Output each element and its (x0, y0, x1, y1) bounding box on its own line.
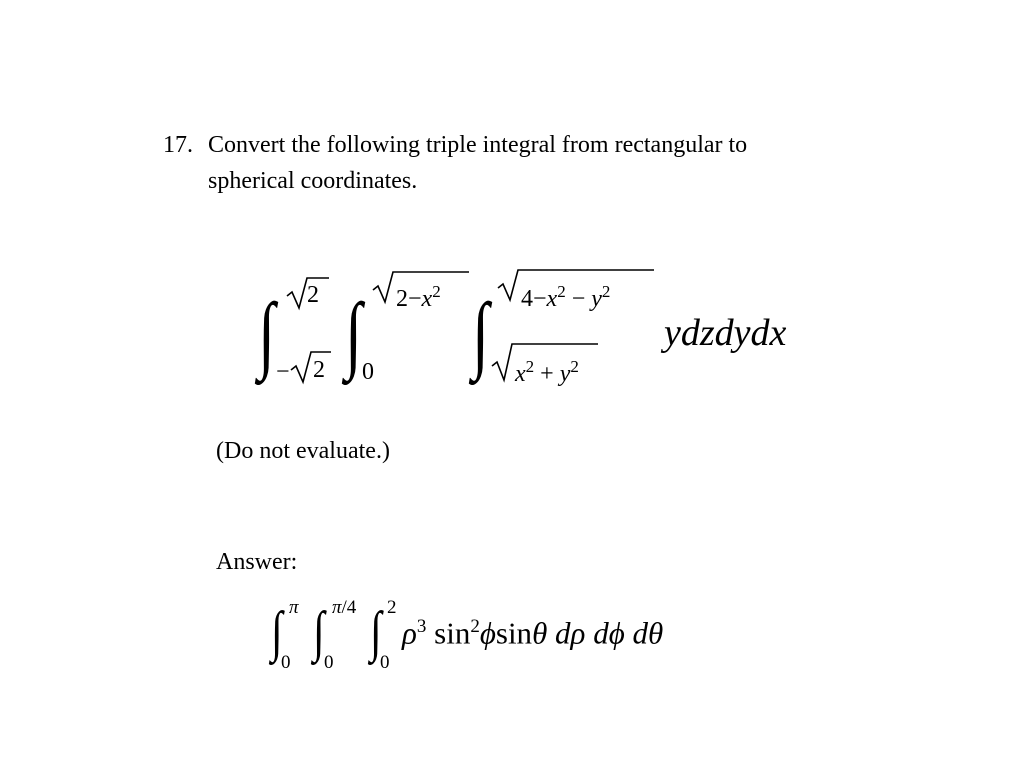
inner-upper-limit (521, 283, 610, 311)
inner-upper-exp2: 2 (601, 282, 611, 301)
integrand: ydzdydx (664, 312, 787, 354)
sin-function-2: sin (495, 615, 533, 651)
d-phi-symbol: ϕ (608, 615, 625, 651)
d-theta-d: d (632, 615, 648, 651)
phi-symbol: ϕ (479, 615, 496, 651)
outer-lower-limit: 2 (313, 357, 325, 383)
d-phi-d: d (593, 615, 609, 651)
answer-label: Answer: (216, 549, 298, 575)
middle-upper-var: x (421, 286, 433, 312)
answer-middle-upper-rest: /4 (341, 597, 357, 618)
answer-middle-integral-sign: ∫ (313, 601, 325, 663)
answer-integrand (402, 615, 664, 651)
outer-integral-sign: ∫ (258, 285, 275, 381)
d-rho-d: d (555, 615, 571, 651)
d-theta-symbol: θ (647, 615, 664, 651)
answer-inner-integral-sign: ∫ (370, 601, 382, 663)
rho-symbol: ρ (402, 615, 417, 651)
inner-upper-exp1: 2 (557, 282, 566, 301)
rho-exponent: 3 (416, 616, 427, 637)
sin-function: sin (434, 615, 471, 651)
d-rho-symbol: ρ (570, 615, 586, 651)
outer-upper-limit: 2 (307, 282, 319, 308)
inner-lower-y: y (559, 361, 571, 387)
answer-outer-upper: π (289, 597, 299, 618)
problem-text-line-2: spherical coordinates. (208, 168, 418, 194)
inner-lower-exp1: 2 (525, 357, 535, 376)
inner-upper-b: − (565, 286, 592, 312)
answer-middle-upper (332, 598, 356, 617)
answer-outer-lower: 0 (281, 652, 291, 673)
note-text: (Do not evaluate.) (216, 438, 390, 464)
middle-lower-limit: 0 (362, 359, 374, 385)
outer-lower-sign: − (276, 359, 290, 385)
problem-text-line-1: Convert the following triple integral from rectangular to (208, 132, 748, 158)
sin-exponent: 2 (470, 616, 480, 637)
inner-integral-sign: ∫ (472, 285, 489, 381)
answer-middle-upper-pi: π (332, 597, 342, 618)
inner-upper-x: x (546, 286, 558, 312)
inner-lower-limit (515, 358, 579, 386)
answer-middle-lower: 0 (324, 652, 334, 673)
middle-upper-exp: 2 (432, 282, 441, 301)
problem-number: 17. (163, 132, 193, 158)
middle-integral-sign: ∫ (345, 285, 362, 381)
answer-inner-upper: 2 (387, 597, 397, 618)
theta-symbol: θ (532, 615, 548, 651)
inner-upper-a: 4− (521, 286, 547, 312)
inner-lower-plus: + (534, 361, 560, 387)
inner-lower-exp2: 2 (570, 357, 579, 376)
answer-inner-lower: 0 (380, 652, 390, 673)
middle-upper-lead: 2− (396, 286, 422, 312)
inner-lower-x: x (515, 361, 526, 387)
answer-outer-integral-sign: ∫ (271, 601, 283, 663)
middle-upper-limit (396, 283, 441, 311)
inner-upper-y: y (591, 286, 602, 312)
